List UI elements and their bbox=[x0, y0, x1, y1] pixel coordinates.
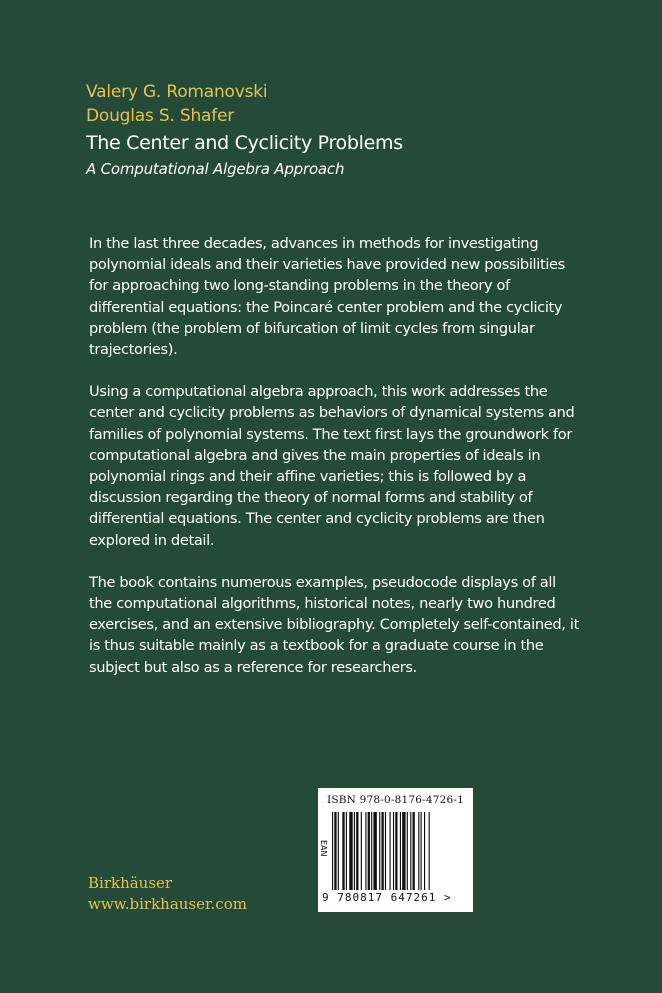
ean-number: 9 780817 647261 > bbox=[322, 891, 452, 904]
description-paragraph: Using a computational algebra approach, this work addresses the center and cyclicity problems as behaviors of dynamical systems and families of polynomial systems. The text first lays the groundwork for computational algebra and gives the main properties of ideals in polynomial rings and their affine varieties; this is followed by a discussion regarding the theory of normal forms and stability of differential equations. The center and cyclicity problems are then explored in detail. bbox=[89, 383, 575, 549]
barcode-panel bbox=[318, 788, 473, 912]
barcode-bar bbox=[381, 812, 383, 890]
barcode-bar bbox=[385, 812, 386, 890]
isbn-number: ISBN 978-0-8176-4726-1 bbox=[326, 794, 465, 806]
barcode-bar bbox=[410, 812, 411, 890]
description-paragraph: The book contains numerous examples, pseudocode displays of all the computational algorithms, historical notes, nearly two hundred exercises, and an extensive bibliography. Completely self-contained, it is thus suitable mainly as a textbook for a graduate course in the subject but also as a reference for researchers. bbox=[89, 573, 579, 676]
barcode-bar bbox=[356, 812, 358, 890]
barcode-bar bbox=[429, 812, 430, 890]
barcode-bar bbox=[393, 812, 394, 890]
barcode-bar bbox=[395, 812, 397, 890]
barcode-bar bbox=[379, 812, 380, 890]
barcode-bar bbox=[373, 812, 376, 890]
barcode-bar bbox=[338, 812, 339, 890]
ean-label: EAN bbox=[319, 840, 328, 857]
barcode-bar bbox=[334, 812, 336, 890]
barcode-bar bbox=[332, 812, 333, 890]
author-list bbox=[86, 80, 267, 128]
barcode-bar bbox=[342, 812, 344, 890]
author-name: Valery G. Romanovski bbox=[86, 82, 268, 102]
barcode-bar bbox=[424, 812, 425, 890]
barcode-bar bbox=[365, 812, 366, 890]
barcode-bar bbox=[400, 812, 401, 890]
publisher-url: www.birkhauser.com bbox=[88, 895, 247, 913]
barcode-bar bbox=[354, 812, 355, 890]
barcode-bar bbox=[402, 812, 405, 890]
barcode-bar bbox=[390, 812, 391, 890]
barcode-bar bbox=[346, 812, 347, 890]
publisher-block bbox=[88, 873, 247, 915]
book-title: The Center and Cyclicity Problems bbox=[86, 132, 403, 154]
barcode-bars bbox=[332, 812, 468, 890]
description-paragraph: In the last three decades, advances in methods for investigating polynomial ideals and their varieties have provided new possibilities for approaching two long-standing problems in the theory of differential equations: the Poincaré center problem and the cyclicity problem (the problem of bifurcation of limit cycles from singular trajectories). bbox=[89, 235, 565, 359]
barcode-bar bbox=[349, 812, 352, 890]
barcode-bar bbox=[371, 812, 372, 890]
barcode-bar bbox=[421, 812, 422, 890]
barcode-bar bbox=[368, 812, 370, 890]
barcode-bar bbox=[361, 812, 362, 890]
publisher-name: Birkhäuser bbox=[88, 874, 173, 892]
book-description bbox=[89, 233, 579, 699]
book-subtitle: A Computational Algebra Approach bbox=[86, 160, 345, 178]
barcode-bar bbox=[418, 812, 419, 890]
barcode-bar bbox=[407, 812, 408, 890]
author-name: Douglas S. Shafer bbox=[86, 106, 235, 126]
barcode-bar bbox=[413, 812, 415, 890]
